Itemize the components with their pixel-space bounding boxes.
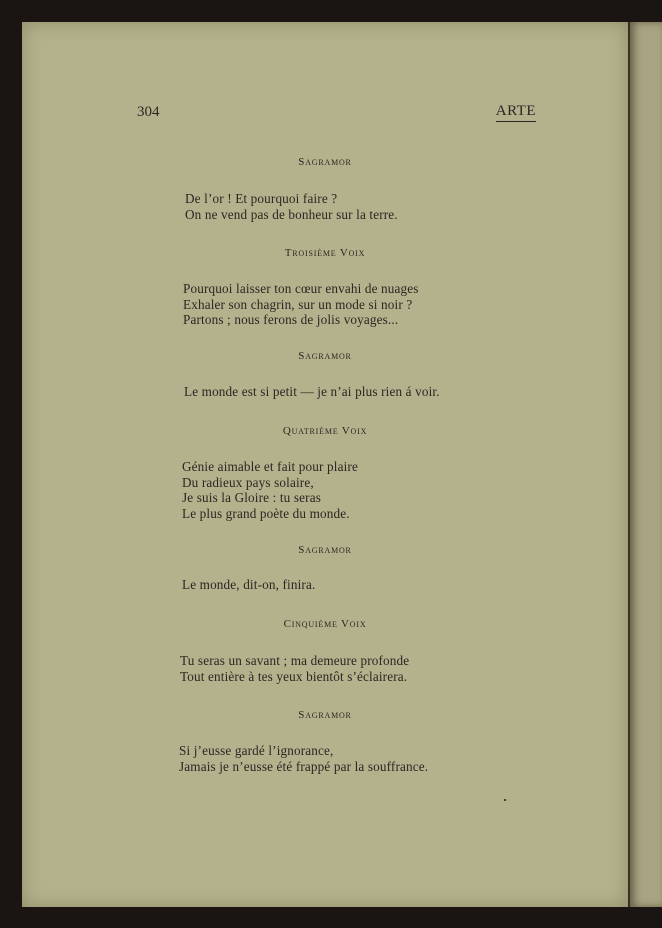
verse-stanza [182,459,358,521]
verse-line: Du radieux pays solaire, [182,474,314,490]
verse-line: Tout entière à tes yeux bientôt s’éclairera. [180,668,408,684]
verse-stanza [184,384,440,400]
verse-line: De l’or ! Et pourquoi faire ? [185,191,338,206]
verse-line: Tu seras un savant ; ma demeure profonde [180,653,410,668]
ink-speck [504,799,506,801]
verse-line: Partons ; nous ferons de jolis voyages... [183,312,399,327]
verse-stanza [183,281,419,328]
speaker-heading: Sagramor [298,709,352,721]
verse-line: Le monde, dit-on, finira. [182,577,316,592]
verse-stanza [185,191,398,222]
verse-line: Le monde est si petit — je n’ai plus rien á voir. [184,384,440,399]
page-number: 304 [137,104,160,120]
verse-line: Pourquoi laisser ton cœur envahi de nuages [183,281,419,296]
verse-line: On ne vend pas de bonheur sur la terre. [185,206,398,222]
verse-line: Le plus grand poète du monde. [182,505,350,521]
verse-stanza [179,743,428,774]
verse-stanza [182,577,315,593]
facing-page-edge [630,22,662,907]
speaker-heading: Troisième Voix [284,247,366,259]
speaker-heading: Sagramor [298,544,352,556]
speaker-heading: Quatrième Voix [282,425,368,437]
verse-line: Génie aimable et fait pour plaire [182,459,358,474]
speaker-heading: Cinquième Voix [283,618,367,630]
verse-line: Si j’eusse gardé l’ignorance, [179,743,334,758]
verse-line: Jamais je n’eusse été frappé par la souffrance. [179,758,429,774]
verse-line: Je suis la Gloire : tu seras [182,490,321,505]
speaker-heading: Sagramor [298,350,352,362]
running-title: ARTE [496,103,536,122]
verse-stanza [180,653,409,684]
verse-line: Exhaler son chagrin, sur un mode si noir ? [183,296,413,312]
book-page [22,22,628,907]
speaker-heading: Sagramor [298,156,352,168]
